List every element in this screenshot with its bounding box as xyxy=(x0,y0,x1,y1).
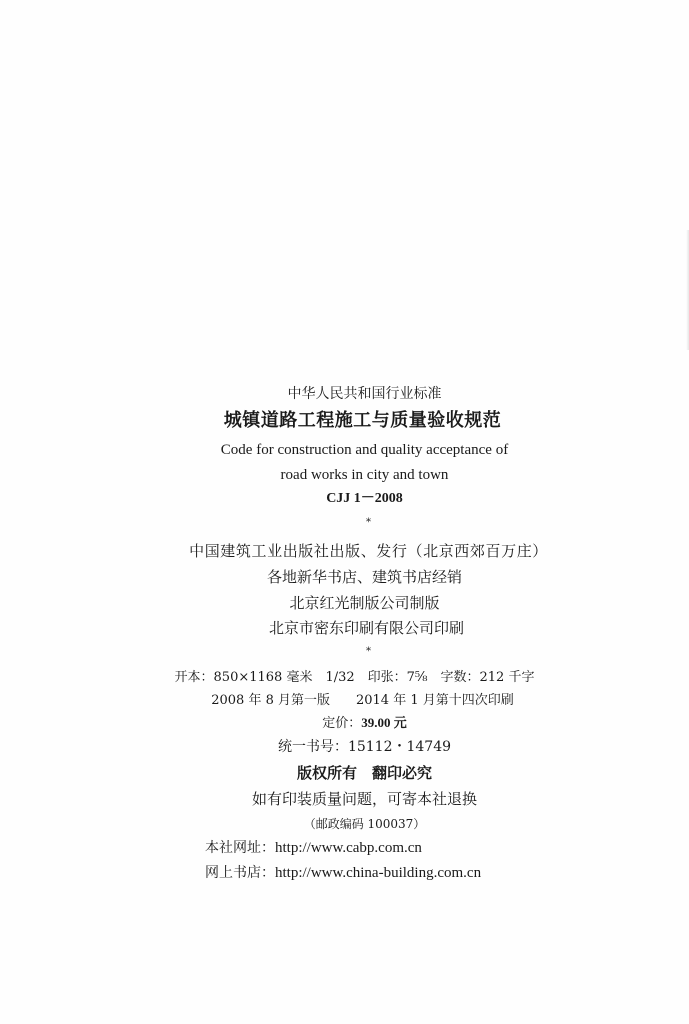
bookstore-label: 网上书店： xyxy=(205,865,275,881)
book-specs: 开本：850×1168 毫米 1/32 印张：7⅝ 字数：212 千字 xyxy=(174,670,535,685)
bookstore-line xyxy=(205,864,481,882)
bookstore-url[interactable]: http://www.china-building.com.cn xyxy=(275,865,482,881)
website-line xyxy=(205,839,422,857)
unified-book-number: 统一书号：15112・14749 xyxy=(277,739,452,755)
postal-code: （邮政编码 100037） xyxy=(303,817,426,831)
edition-info: 2008 年 8 月第一版 2014 年 1 月第十四次印刷 xyxy=(211,693,514,708)
price-value: 39.00 元 xyxy=(361,715,407,730)
website-label: 本社网址： xyxy=(205,840,275,856)
website-url[interactable]: http://www.cabp.com.cn xyxy=(275,840,422,856)
standard-code: CJJ 1－2008 xyxy=(326,491,403,506)
plate-maker-line: 北京红光制版公司制版 xyxy=(289,594,440,612)
printer-line: 北京市密东印刷有限公司印刷 xyxy=(268,619,464,637)
copyright-notice: 版权所有 翻印必究 xyxy=(296,764,432,782)
distributors-line: 各地新华书店、建筑书店经销 xyxy=(266,568,462,586)
price-label: 定价： xyxy=(322,716,362,731)
title-chinese: 城镇道路工程施工与质量验收规范 xyxy=(223,410,502,431)
title-english-line-1: Code for construction and quality acceptance of xyxy=(220,442,509,458)
price-line xyxy=(20,714,689,733)
publisher-line: 中国建筑工业出版社出版、发行（北京西郊百万庄） xyxy=(189,542,548,560)
separator-asterisk-2: * xyxy=(366,646,371,657)
title-english-line-2: road works in city and town xyxy=(280,467,449,483)
return-notice: 如有印装质量问题，可寄本社退换 xyxy=(251,790,477,808)
separator-asterisk: * xyxy=(366,517,371,528)
standard-series: 中华人民共和国行业标准 xyxy=(287,386,442,402)
